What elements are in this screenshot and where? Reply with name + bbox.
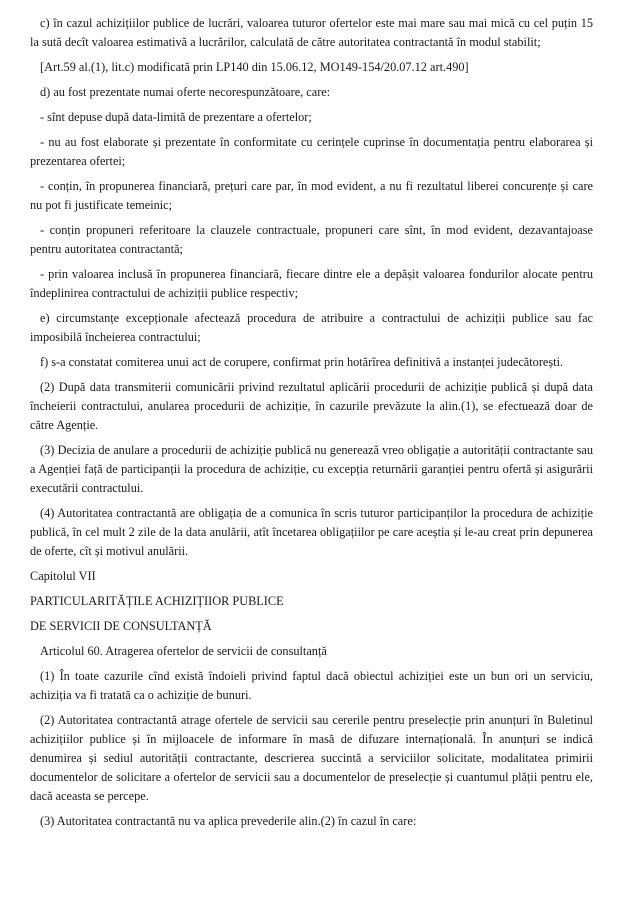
article-60-paragraph-3: (3) Autoritatea contractantă nu va aplica prevederile alin.(2) în cazul în care: xyxy=(40,814,417,828)
article-60-paragraph-1: (1) În toate cazurile cînd există îndoieli privind faptul dacă obiectul achiziției este un bun ori un serviciu, achiziția va fi tratată ca o achiziție de bunuri. xyxy=(30,669,593,702)
list-item-deadline: - sînt depuse după data-limită de prezentare a ofertelor; xyxy=(40,110,312,124)
amendment-note: [Art.59 al.(1), lit.c) modificată prin LP140 din 15.06.12, MO149-154/20.07.12 art.490] xyxy=(40,60,469,74)
paragraph-c: c) în cazul achizițiilor publice de lucrări, valoarea tuturor ofertelor este mai mare sau mai mică cu cel puțin 15 la sută decît valoarea estimativă a lucrărilor, calculată de către autoritatea contractantă în modul stabilit; xyxy=(30,16,593,49)
paragraph-f: f) s-a constatat comiterea unui act de corupere, confirmat prin hotărîrea definitivă a instanței judecătorești. xyxy=(40,355,564,369)
paragraph-4: (4) Autoritatea contractantă are obligația de a comunica în scris tuturor participanților la procedura de achiziție publică, în cel mult 2 zile de la data anulării, atît încetarea obligațiilor pe care aceștia și le-au creat prin depunerea de oferte, cît și motivul anulării. xyxy=(30,506,593,558)
article-60-paragraph-2: (2) Autoritatea contractantă atrage ofertele de servicii sau cererile pentru preselecție prin anunțuri în Buletinul achizițiilor publice și în mijloacele de informare în masă de difuzare internațională. În anunțuri se indică denumirea și sediul autorității contractante, descrierea succintă a serviciilor solicitate, modalitatea primirii documentelor de solicitare a ofertelor de servicii sau a documentelor de preselecție și cuantumul plății pentru ele, dacă aceasta se percepe. xyxy=(30,713,593,803)
chapter-title-line-2: DE SERVICII DE CONSULTANȚĂ xyxy=(30,619,212,633)
chapter-title-line-1: PARTICULARITĂȚILE ACHIZIȚIIOR PUBLICE xyxy=(30,594,284,608)
chapter-heading: Capitolul VII xyxy=(30,569,96,583)
paragraph-3: (3) Decizia de anulare a procedurii de achiziție publică nu generează vreo obligație a autorității contractante sau a Agenției față de participanții la procedura de achiziție, cu excepția returnării garanției pentru ofertă și asigurării executării contractului. xyxy=(30,443,593,495)
list-item-clauses: - conțin propuneri referitoare la clauzele contractuale, propuneri care sînt, în mod evident, dezavantajoase pentru autoritatea contractantă; xyxy=(30,223,593,256)
list-item-funds: - prin valoarea inclusă în propunerea financiară, fiecare dintre ele a depășit valoarea fondurilor alocate pentru îndeplinirea contractului de achiziții publice respectiv; xyxy=(30,267,593,300)
list-item-prices: - conțin, în propunerea financiară, prețuri care par, în mod evident, a nu fi rezultatul liberei concurențe și care nu pot fi justificate temeinic; xyxy=(30,179,593,212)
paragraph-e: e) circumstanțe excepționale afectează procedura de atribuire a contractului de achiziții publice sau fac imposibilă încheierea contractului; xyxy=(30,311,593,344)
article-60-heading: Articolul 60. Atragerea ofertelor de servicii de consultanță xyxy=(40,644,327,658)
list-item-nonconformity: - nu au fost elaborate și prezentate în conformitate cu cerințele cuprinse în documentația pentru elaborarea și prezentarea ofertei; xyxy=(30,135,593,168)
paragraph-d: d) au fost prezentate numai oferte necorespunzătoare, care: xyxy=(40,85,331,99)
paragraph-2: (2) După data transmiterii comunicării privind rezultatul aplicării procedurii de achiziție publică și după data încheierii contractului, anularea procedurii de achiziție, în cazurile prevăzute la alin.(1), se efectuează doar de către Agenție. xyxy=(30,380,593,432)
